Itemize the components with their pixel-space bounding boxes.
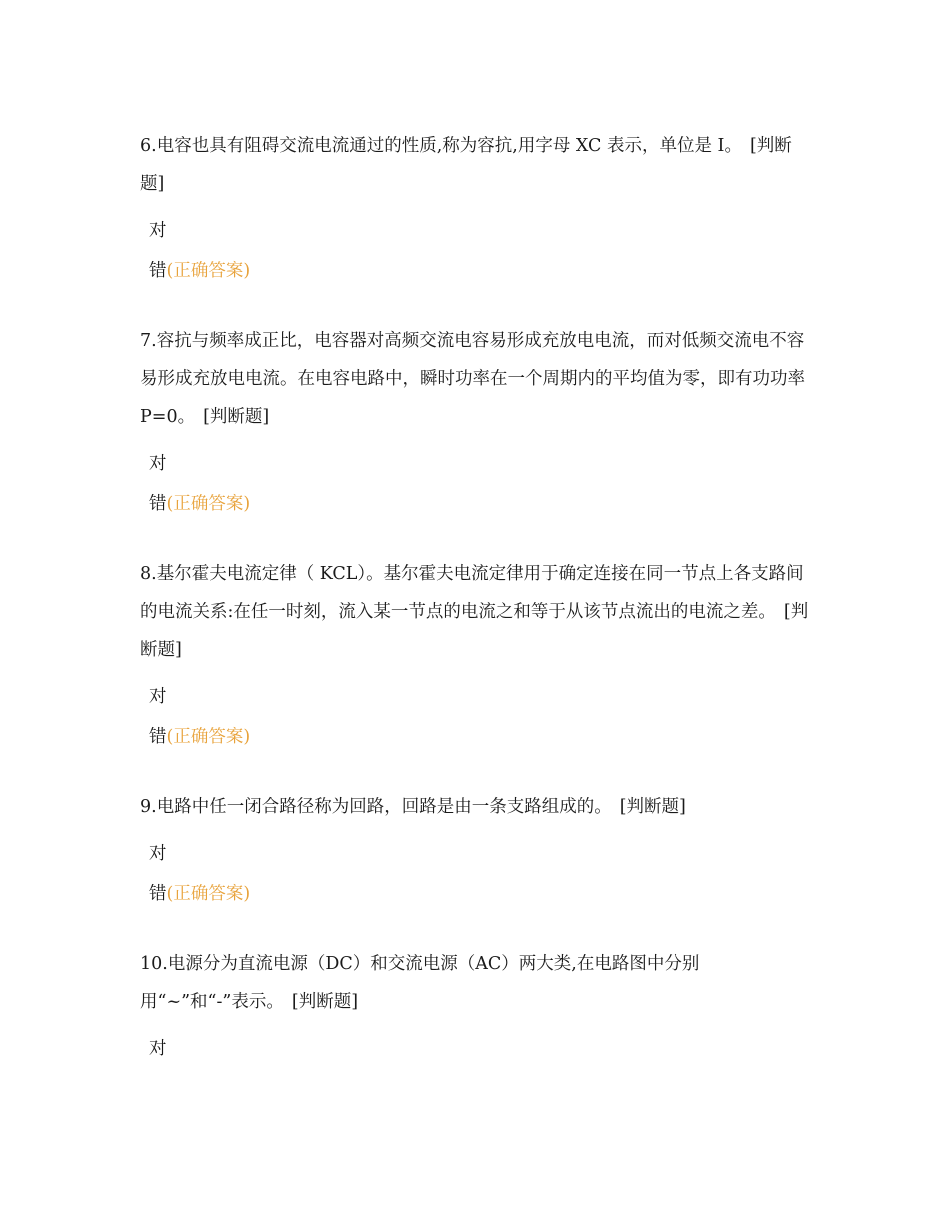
option-label: 对 (149, 1039, 167, 1059)
option-true[interactable] (140, 1029, 815, 1069)
option-label: 错 (149, 494, 167, 514)
question-stem: 6.电容也具有阻碍交流电流通过的性质,称为容抗,用字母 XC 表示，单位是 I。 (140, 136, 742, 156)
question-type-tag: [判断题] (140, 136, 792, 194)
option-false[interactable] (140, 251, 815, 291)
option-true[interactable] (140, 211, 815, 251)
question-9 (140, 788, 815, 914)
option-label: 对 (149, 844, 167, 864)
question-text (140, 127, 815, 203)
question-type-tag: [判断题] (619, 797, 686, 817)
correct-answer-mark: (正确答案) (166, 261, 251, 281)
option-false[interactable] (140, 717, 815, 757)
option-label: 对 (149, 221, 167, 241)
question-8 (140, 555, 815, 757)
option-true[interactable] (140, 834, 815, 874)
question-type-tag: [判断题] (203, 407, 270, 427)
option-false[interactable] (140, 874, 815, 914)
correct-answer-mark: (正确答案) (166, 494, 251, 514)
option-false[interactable] (140, 484, 815, 524)
correct-answer-mark: (正确答案) (166, 884, 251, 904)
question-text (140, 788, 815, 826)
option-true[interactable] (140, 444, 815, 484)
question-10 (140, 945, 815, 1069)
question-stem: 8.基尔霍夫电流定律（ KCL）。基尔霍夫电流定律用于确定连接在同一节点上各支路间的电流关系:在任一时刻，流入某一节点的电流之和等于从该节点流出的电流之差。 (140, 564, 804, 622)
option-list (140, 211, 815, 291)
option-list (140, 444, 815, 524)
option-list (140, 677, 815, 757)
question-type-tag: [判断题] (291, 992, 359, 1012)
option-label: 错 (149, 261, 167, 281)
option-label: 错 (149, 884, 167, 904)
option-true[interactable] (140, 677, 815, 717)
question-7 (140, 322, 815, 524)
option-list (140, 834, 815, 914)
question-stem: 9.电路中任一闭合路径称为回路，回路是由一条支路组成的。 (140, 797, 612, 817)
question-text (140, 555, 815, 669)
question-type-tag: [判断题] (140, 602, 809, 660)
question-text (140, 322, 815, 436)
option-label: 错 (149, 727, 167, 747)
question-6 (140, 127, 815, 291)
question-stem: 10.电源分为直流电源（DC）和交流电源（AC）两大类,在电路图中分别用“~”和“-”表示。 (140, 954, 700, 1012)
question-stem: 7.容抗与频率成正比，电容器对高频交流电容易形成充放电电流，而对低频交流电不容易形成充放电电流。在电容电路中，瞬时功率在一个周期内的平均值为零，即有功功率 P=0。 (140, 331, 805, 427)
question-text (140, 945, 740, 1021)
option-label: 对 (149, 454, 167, 474)
document-page (140, 127, 815, 1069)
option-label: 对 (149, 687, 167, 707)
option-list (140, 1029, 815, 1069)
correct-answer-mark: (正确答案) (166, 727, 251, 747)
